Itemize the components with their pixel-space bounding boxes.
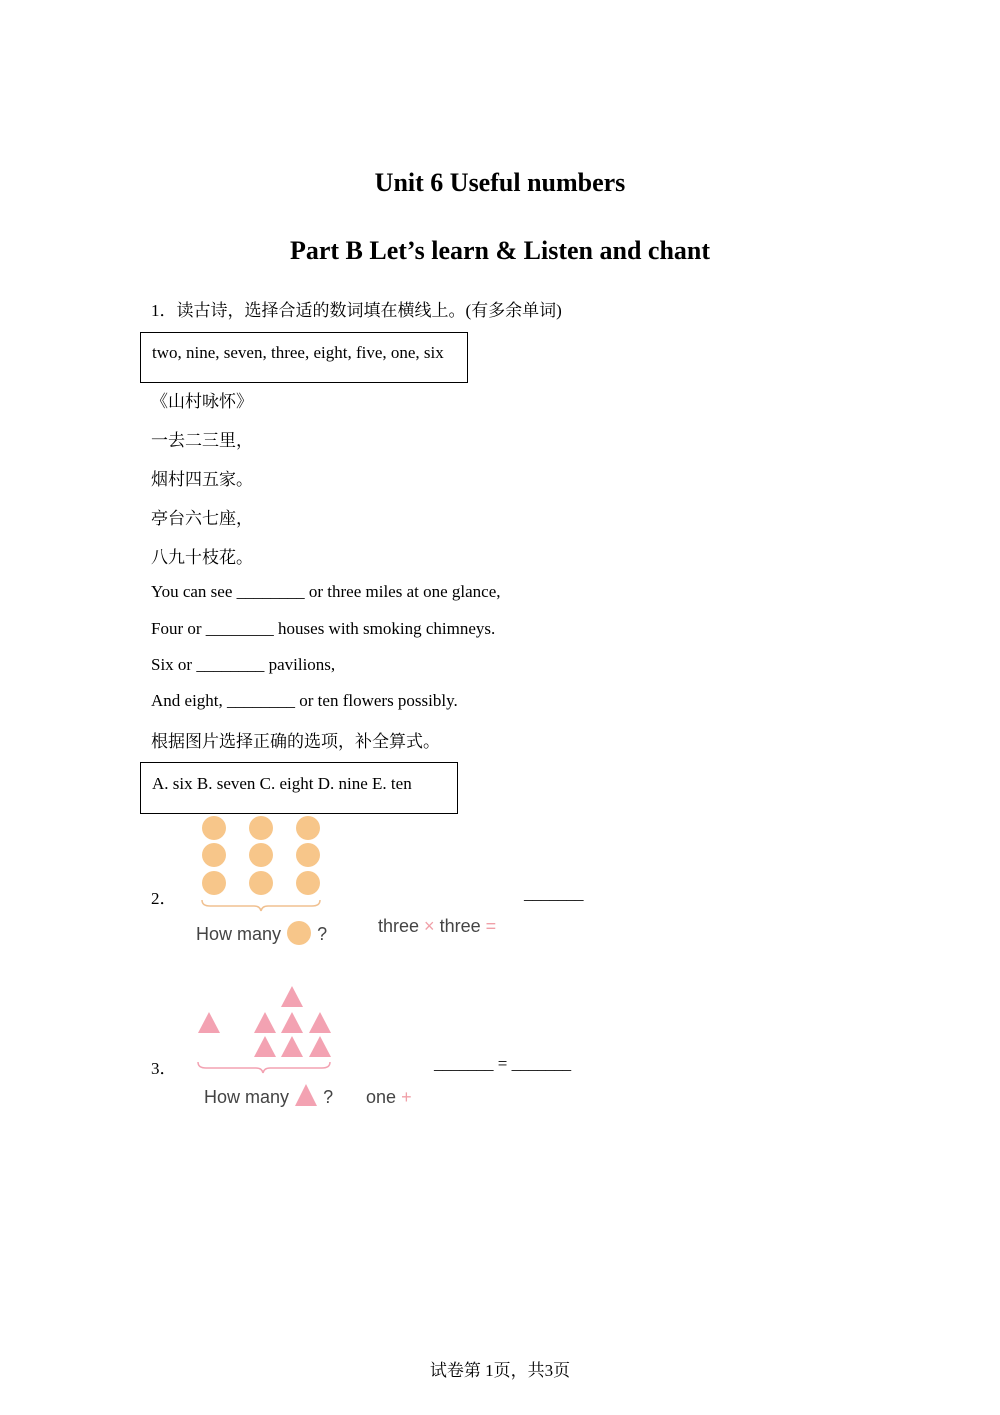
q2-number: 2．	[151, 889, 177, 908]
triangle-shape	[309, 1036, 331, 1057]
circle-icon	[286, 920, 312, 946]
triangle-icon	[294, 1083, 318, 1107]
triangle-shape	[281, 1036, 303, 1057]
multiply-sign: ×	[424, 916, 435, 936]
translation-line: And eight, ________ or ten flowers possibly.	[151, 691, 458, 710]
q3-expression	[366, 1087, 412, 1108]
expr-operand: three	[439, 916, 481, 936]
translation-line: You can see ________ or three miles at one glance,	[151, 582, 501, 601]
triangle-shape	[254, 1012, 276, 1033]
q2-how-many-label	[196, 920, 327, 946]
triangle-shape	[309, 1012, 331, 1033]
expr-operand: one	[366, 1087, 397, 1107]
circle-shape	[296, 816, 320, 840]
q3-triangles-figure	[190, 980, 340, 1080]
page-footer: 试卷第 1页，共3页	[429, 1361, 571, 1380]
triangle-shape	[198, 1012, 220, 1033]
options-box	[140, 762, 458, 814]
poem-line: 亭台六七座，	[151, 509, 253, 528]
circle-shape	[249, 816, 273, 840]
brace-icon	[198, 1062, 330, 1073]
circle-shape	[249, 843, 273, 867]
circle-shape	[296, 843, 320, 867]
q2-answer-blank[interactable]: _______	[524, 884, 584, 903]
word-box	[140, 332, 468, 383]
poem-title: 《山村咏怀》	[151, 392, 253, 411]
q1-instruction: 1．读古诗，选择合适的数词填在横线上。(有多余单词)	[151, 301, 562, 320]
poem-line: 一去二三里，	[151, 431, 253, 450]
circle-shape	[202, 843, 226, 867]
how-many-text: How many	[204, 1087, 290, 1107]
translation-line: Six or ________ pavilions,	[151, 655, 336, 674]
equals-sign: =	[485, 916, 497, 936]
triangle-shape	[281, 986, 303, 1007]
circle-shape	[202, 816, 226, 840]
triangle-shape	[254, 1036, 276, 1057]
poem-line: 烟村四五家。	[151, 470, 253, 489]
q3-answer-blank[interactable]: _______ = _______	[434, 1054, 572, 1073]
expr-operand: three	[378, 916, 420, 936]
triangle-shape	[281, 1012, 303, 1033]
question-mark: ?	[317, 924, 328, 944]
plus-sign: +	[401, 1087, 412, 1107]
circle-shape	[202, 871, 226, 895]
q2-expression	[378, 916, 496, 937]
page-title: Unit 6 Useful numbers	[374, 168, 626, 197]
poem-line: 八九十枝花。	[151, 548, 253, 567]
how-many-text: How many	[196, 924, 282, 944]
q3-number: 3．	[151, 1059, 177, 1078]
q2-circles-figure	[190, 810, 340, 915]
circle-shape	[296, 871, 320, 895]
page-subtitle: Part B Let’s learn & Listen and chant	[289, 236, 711, 265]
circle-shape	[249, 871, 273, 895]
question-mark: ?	[323, 1087, 334, 1107]
options-box-text: A. six B. seven C. eight D. nine E. ten	[152, 774, 412, 793]
q3-how-many-label	[204, 1083, 333, 1108]
translation-line: Four or ________ houses with smoking chimneys.	[151, 619, 496, 638]
q2-intro: 根据图片选择正确的选项，补全算式。	[151, 732, 440, 751]
word-box-text: two, nine, seven, three, eight, five, one, six	[152, 343, 444, 362]
brace-icon	[202, 900, 320, 911]
